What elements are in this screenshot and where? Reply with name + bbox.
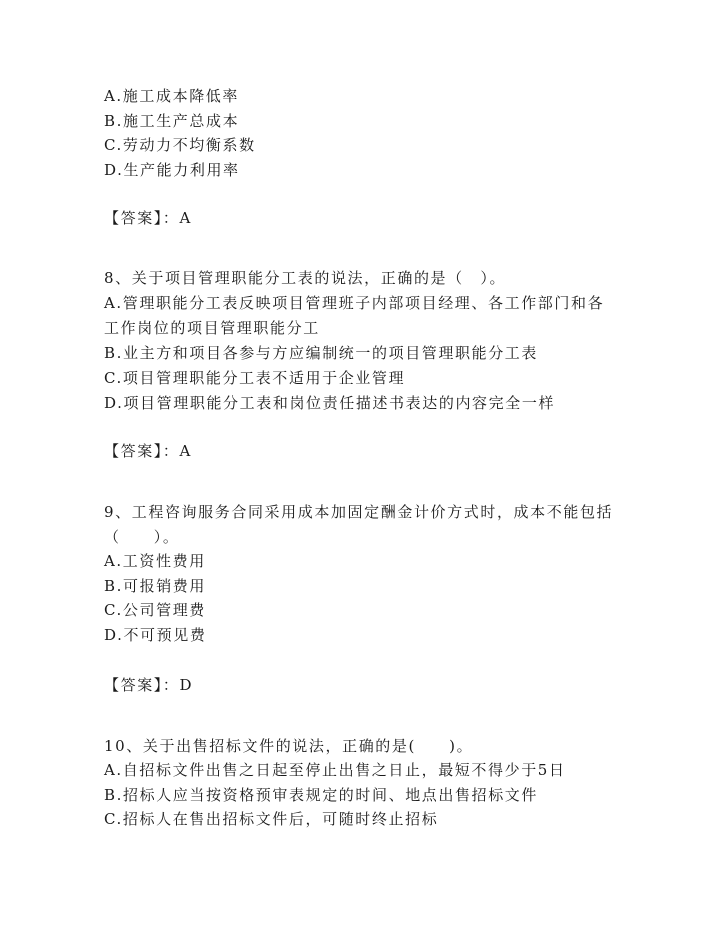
answer-line: 【答案】：D	[104, 676, 194, 694]
option-a: A.工资性费用	[104, 552, 206, 570]
option-c: C.招标人在售出招标文件后，可随时终止招标	[104, 810, 439, 828]
question-9-stem: 9、工程咨询服务合同采用成本加固定酬金计价方式时，成本不能包括	[104, 503, 614, 521]
option-d: D.项目管理职能分工表和岗位责任描述书表达的内容完全一样	[104, 394, 556, 412]
option-d: D.不可预见费	[104, 626, 207, 644]
option-b: B.可报销费用	[104, 577, 206, 595]
option-c: C.项目管理职能分工表不适用于企业管理	[104, 369, 406, 387]
option-d: D.生产能力利用率	[104, 161, 240, 179]
option-a: A.管理职能分工表反映项目管理班子内部项目经理、各工作部门和各	[104, 294, 605, 312]
option-c: C.劳动力不均衡系数	[104, 136, 256, 154]
option-c: C.公司管理费	[104, 601, 206, 619]
option-a: A.自招标文件出售之日起至停止出售之日止，最短不得少于5日	[104, 761, 566, 779]
answer-line: 【答案】：A	[104, 209, 192, 227]
option-b: B.招标人应当按资格预审表规定的时间、地点出售招标文件	[104, 786, 538, 804]
question-9-stem-continued: （ ）。	[104, 528, 180, 546]
option-a: A.施工成本降低率	[104, 87, 240, 105]
option-b: B.业主方和项目各参与方应编制统一的项目管理职能分工表	[104, 344, 538, 362]
question-10-stem: 10、关于出售招标文件的说法，正确的是( )。	[104, 737, 474, 755]
option-a-continued: 工作岗位的项目管理职能分工	[104, 319, 320, 337]
option-b: B.施工生产总成本	[104, 112, 240, 130]
question-8-stem: 8、关于项目管理职能分工表的说法，正确的是（ ）。	[104, 269, 507, 287]
answer-line: 【答案】：A	[104, 442, 192, 460]
